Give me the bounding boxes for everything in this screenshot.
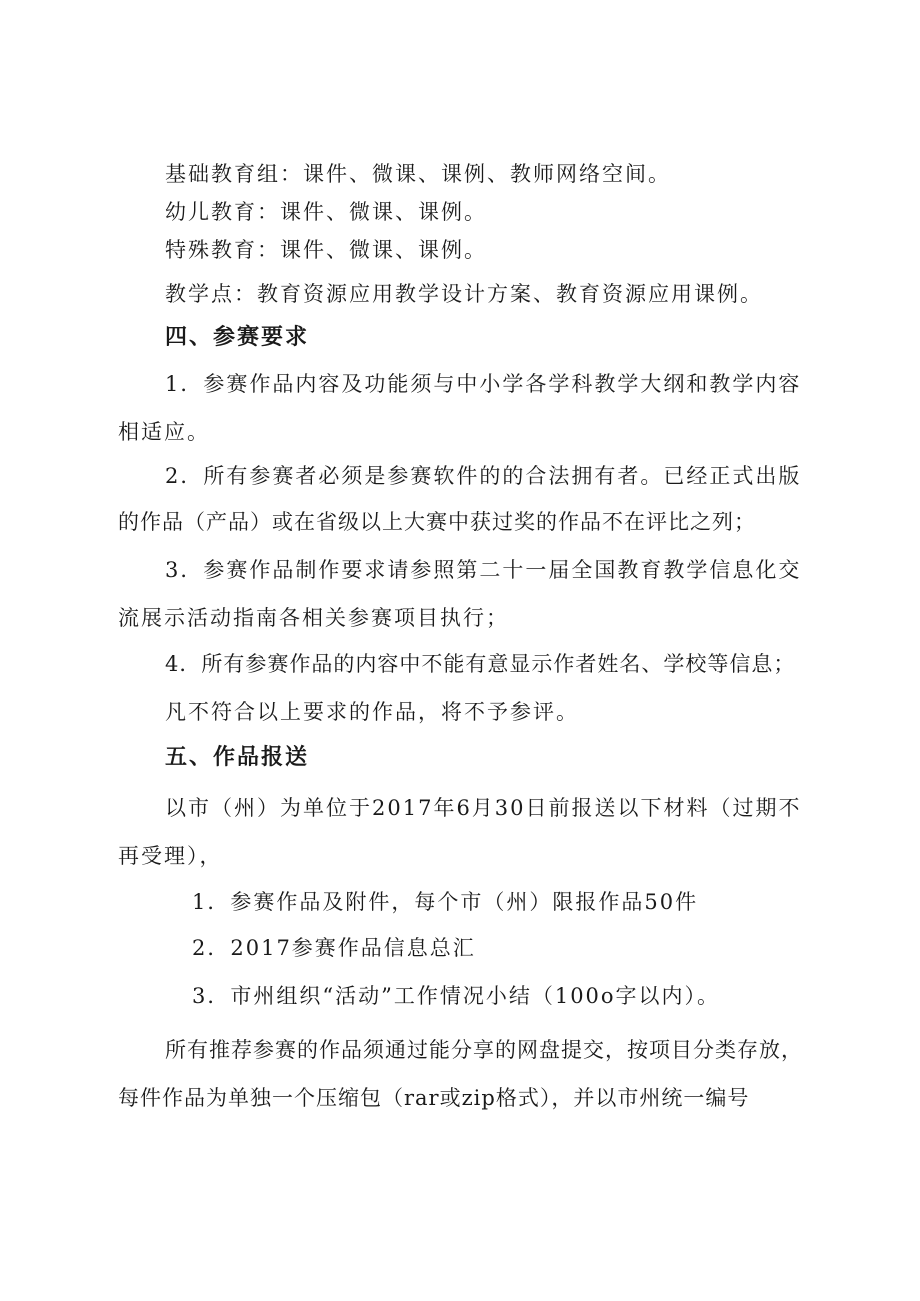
requirement-note: 凡不符合以上要求的作品，将不予参评。 bbox=[165, 700, 579, 724]
category-preschool-education: 幼儿教育：课件、微课、课例。 bbox=[165, 200, 487, 224]
section-heading-submission: 五、作品报送 bbox=[165, 745, 310, 770]
submission-intro-line-1: 以市（州）为单位于2017年6月30日前报送以下材料（过期不 bbox=[165, 796, 802, 820]
requirement-1-line-1: 1．参赛作品内容及功能须与中小学各学科教学大纲和教学内容 bbox=[165, 372, 802, 396]
section-heading-requirements: 四、参赛要求 bbox=[165, 325, 310, 350]
submission-item-3: 3．市州组织“活动”工作情况小结（100o字以内）。 bbox=[192, 984, 721, 1008]
submission-method-line-2: 每件作品为单独一个压缩包（rar或zip格式），并以市州统一编号 bbox=[118, 1086, 750, 1110]
requirement-3-line-1: 3．参赛作品制作要求请参照第二十一届全国教育教学信息化交 bbox=[165, 558, 802, 582]
submission-item-1: 1．参赛作品及附件，每个市（州）限报作品50件 bbox=[192, 890, 699, 914]
submission-item-2: 2．2017参赛作品信息总汇 bbox=[192, 936, 476, 960]
requirement-2-line-1: 2．所有参赛者必须是参赛软件的的合法拥有者。已经正式出版 bbox=[165, 464, 802, 488]
requirement-1-line-2: 相适应。 bbox=[118, 420, 210, 444]
category-teaching-point: 教学点：教育资源应用教学设计方案、教育资源应用课例。 bbox=[165, 282, 763, 306]
submission-method-line-1: 所有推荐参赛的作品须通过能分享的网盘提交，按项目分类存放， bbox=[165, 1038, 803, 1062]
requirement-4: 4．所有参赛作品的内容中不能有意显示作者姓名、学校等信息； bbox=[165, 652, 796, 676]
requirement-2-line-2: 的作品（产品）或在省级以上大赛中获过奖的作品不在评比之列； bbox=[118, 510, 756, 534]
category-basic-education: 基础教育组：课件、微课、课例、教师网络空间。 bbox=[165, 162, 671, 186]
requirement-3-line-2: 流展示活动指南各相关参赛项目执行； bbox=[118, 606, 509, 630]
category-special-education: 特殊教育：课件、微课、课例。 bbox=[165, 238, 487, 262]
submission-intro-line-2: 再受理）， bbox=[118, 844, 223, 868]
